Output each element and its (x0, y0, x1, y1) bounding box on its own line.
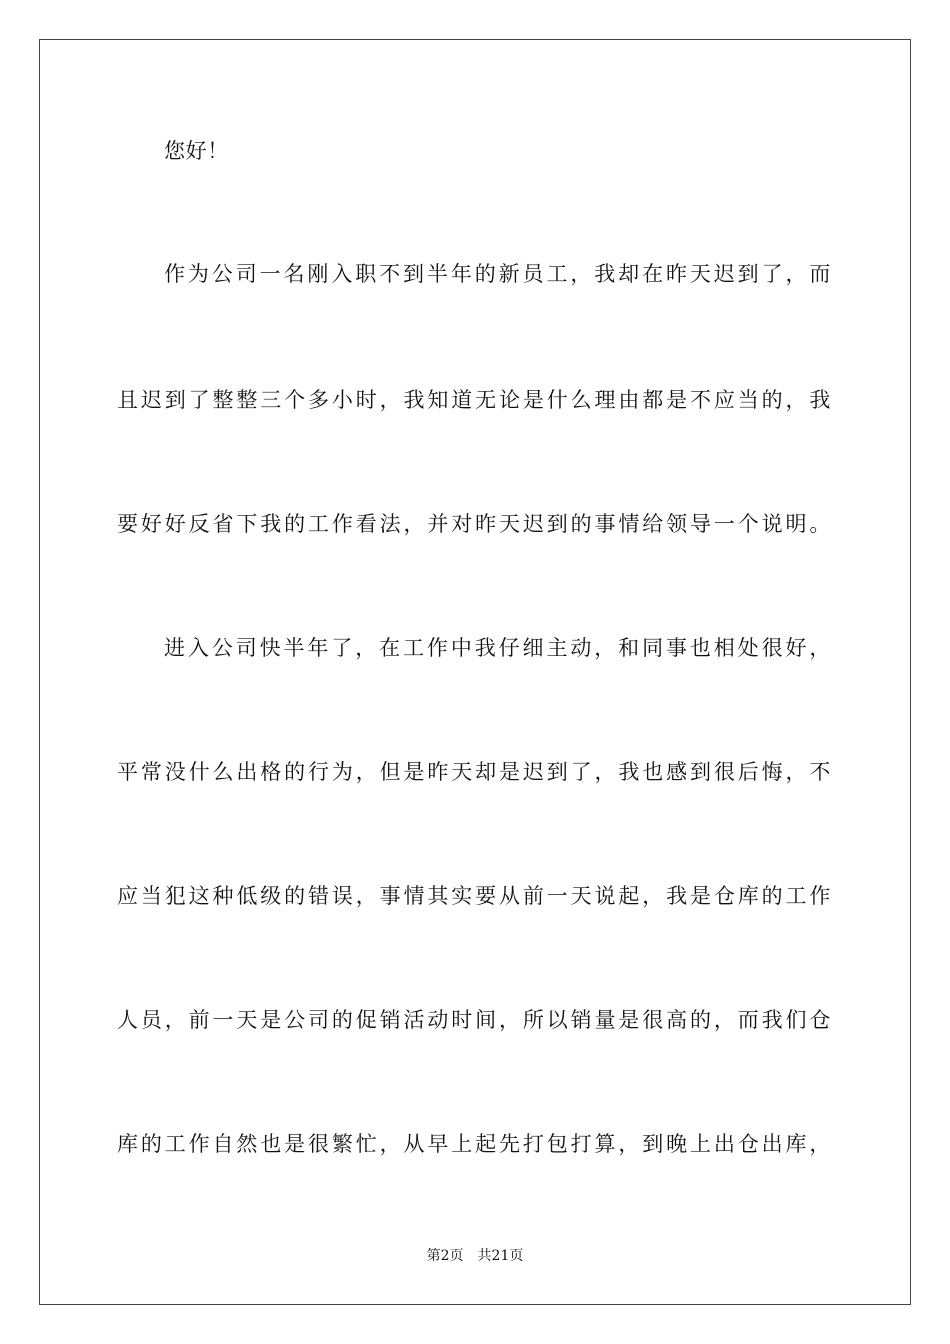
paragraph-line-8: 库的工作自然也是很繁忙，从早上起先打包打算，到晚上出仓出库， (117, 1132, 831, 1156)
paragraph-line-7: 人员，前一天是公司的促销活动时间，所以销量是很高的，而我们仓 (117, 1008, 831, 1032)
paragraph-line-6: 应当犯这种低级的错误，事情其实要从前一天说起，我是仓库的工作 (117, 884, 831, 908)
paragraph-line-3: 要好好反省下我的工作看法，并对昨天迟到的事情给领导一个说明。 (117, 512, 831, 536)
salutation-line: 您好！ (164, 139, 229, 163)
paragraph-line-4: 进入公司快半年了，在工作中我仔细主动，和同事也相处很好， (164, 636, 831, 660)
page-number: 第2页 (426, 1248, 464, 1264)
page-footer (0, 1247, 950, 1265)
page-total: 共21页 (477, 1248, 524, 1264)
paragraph-line-2: 且迟到了整整三个多小时，我知道无论是什么理由都是不应当的，我 (117, 388, 831, 412)
paragraph-line-1: 作为公司一名刚入职不到半年的新员工，我却在昨天迟到了，而 (164, 262, 831, 286)
page-border (39, 39, 911, 1305)
paragraph-line-5: 平常没什么出格的行为，但是昨天却是迟到了，我也感到很后悔，不 (117, 760, 831, 784)
